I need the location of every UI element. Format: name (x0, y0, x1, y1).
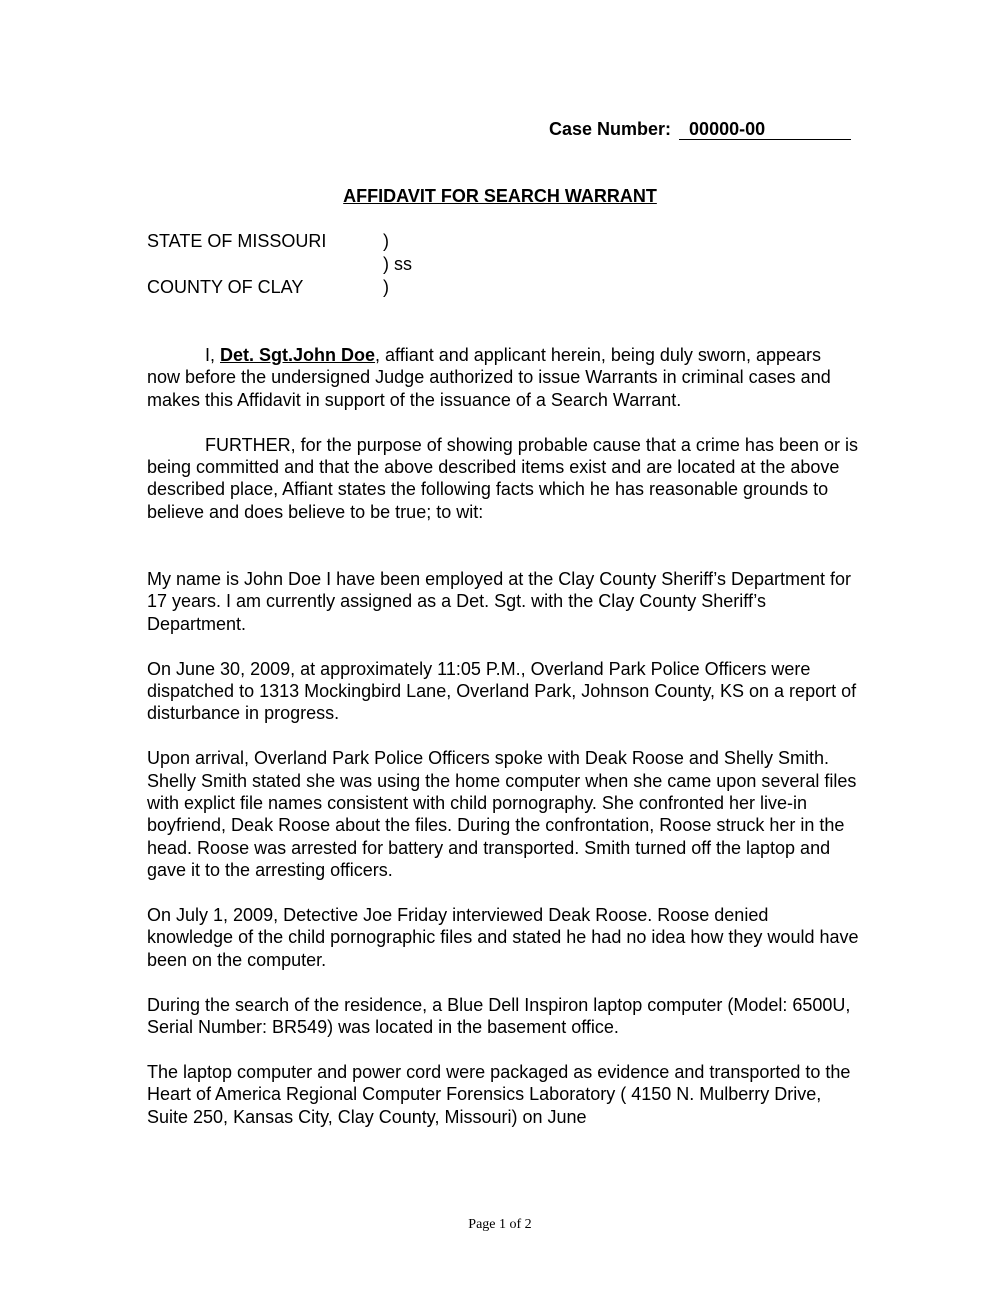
venue-state-row (147, 230, 547, 253)
case-number-line (549, 118, 851, 140)
venue-block (147, 230, 547, 299)
venue-ss: ) ss (383, 254, 412, 274)
paragraph-search: During the search of the residence, a Blue Dell Inspiron laptop computer (Model: 6500U, Serial Number: BR549) was located in the basement office. (147, 994, 851, 1038)
affidavit-body (147, 344, 859, 1151)
paragraph-dispatch: On June 30, 2009, at approximately 11:05 P.M., Overland Park Police Officers were dispatched to 1313 Mockingbird Lane, Overland Park, Johnson County, KS on a report of disturbance in progress. (147, 658, 857, 724)
case-number-value: 00000-00 (679, 119, 851, 140)
paragraph-interview: On July 1, 2009, Detective Joe Friday interviewed Deak Roose. Roose denied knowledge of the child pornographic files and stated he had no idea how they would have been on the computer. (147, 905, 859, 970)
venue-county-row (147, 276, 547, 299)
intro-prefix: I, (205, 345, 221, 365)
document-title: AFFIDAVIT FOR SEARCH WARRANT (343, 186, 657, 206)
intro-text: , affiant and applicant herein, being duly sworn, appears now before the undersigned Judge authorized to issue Warrants in criminal cases and makes this Affidavit in support of the issuance of a Search Warrant. (147, 345, 831, 410)
venue-state-paren: ) (383, 231, 389, 251)
intro-paragraph (147, 344, 859, 411)
paragraph-arrival: Upon arrival, Overland Park Police Officers spoke with Deak Roose and Shelly Smith. Shelly Smith stated she was using the home computer when she came upon several files with explict file names consistent with child pornography. She confronted her live-in boyfriend, Deak Roose about the files. During the confrontation, Roose struck her in the head. Roose was arrested for battery and transported. Smith turned off the laptop and gave it to the arresting officers. (147, 748, 857, 881)
paragraph-evidence: The laptop computer and power cord were packaged as evidence and transported to the Heart of America Regional Computer Forensics Laboratory ( 4150 N. Mulberry Drive, Suite 250, Kansas City, Clay County, Missouri) on June (147, 1061, 851, 1127)
venue-county-paren: ) (383, 277, 389, 297)
paragraph-employment: My name is John Doe I have been employed at the Clay County Sheriff’s Department for 17 years. I am currently assigned as a Det. Sgt. with the Clay County Sheriff’s Department. (147, 569, 852, 634)
page-number: Page 1 of 2 (468, 1217, 532, 1232)
case-number-label: Case Number: (549, 119, 672, 139)
further-paragraph: FURTHER, for the purpose of showing probable cause that a crime has been or is being committed and that the above described items exist and are located at the above described place, Affiant states the following facts which he has reasonable grounds to believe and does believe to be true; to wit: (147, 434, 859, 522)
venue-county: COUNTY OF CLAY (147, 277, 304, 297)
venue-ss-row (147, 253, 547, 276)
affiant-name: Det. Sgt.John Doe (220, 345, 376, 365)
venue-state: STATE OF MISSOURI (147, 231, 327, 251)
